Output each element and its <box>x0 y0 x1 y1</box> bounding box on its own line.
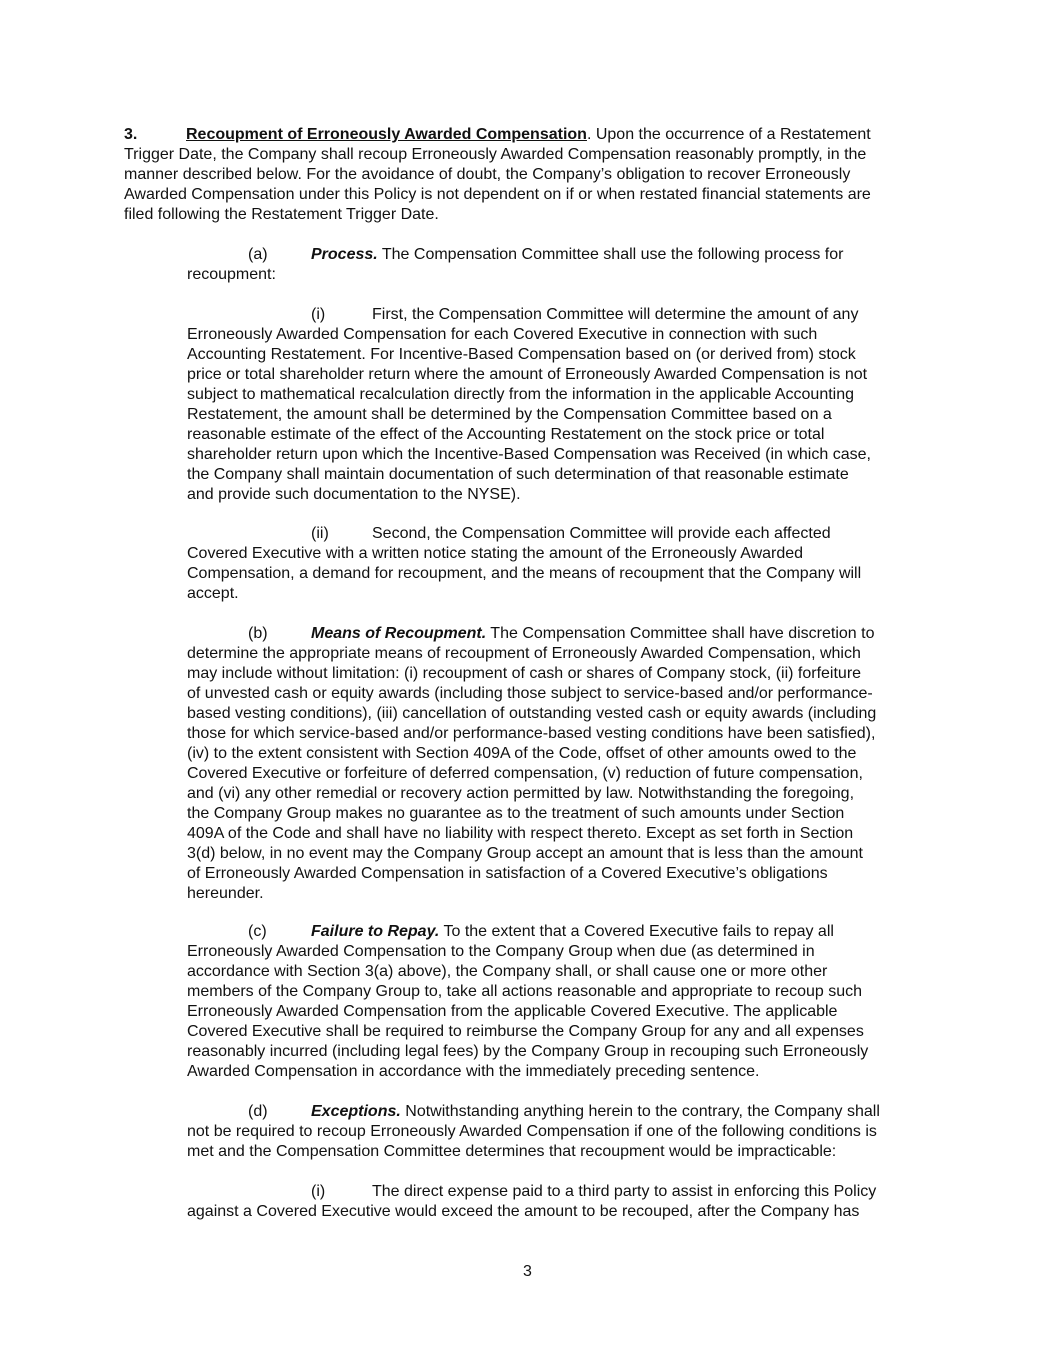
item-label: (ii) <box>311 525 329 542</box>
text-line: Trigger Date, the Company shall recoup Erroneously Awarded Compensation reasonably promptly, in the <box>124 146 867 163</box>
item-label: (i) <box>311 1183 326 1200</box>
subsection-title: Failure to Repay. <box>311 923 440 940</box>
text-line: hereunder. <box>187 885 264 902</box>
text-line: . Upon the occurrence of a Restatement <box>586 126 871 143</box>
subsection-a <box>187 245 843 285</box>
text-line: reasonably incurred (including legal fees) by the Company Group in recouping such Erroneously <box>187 1043 869 1060</box>
item-label: (i) <box>311 306 326 323</box>
text-line: The direct expense paid to a third party to assist in enforcing this Policy <box>372 1183 877 1200</box>
text-line: subject to mathematical recalculation directly from the information in the applicable Accounting <box>187 386 855 403</box>
subsection-d <box>187 1102 880 1162</box>
section-3-line-1 <box>124 125 871 145</box>
text-line: and provide such documentation to the NYSE). <box>187 486 521 503</box>
subsection-label: (a) <box>248 246 268 263</box>
text-line: Notwithstanding anything herein to the contrary, the Company shall <box>400 1103 880 1120</box>
subsection-label: (d) <box>248 1103 268 1120</box>
text-line: accordance with Section 3(a) above), the Company shall, or shall cause one or more other <box>187 963 828 980</box>
text-line: Second, the Compensation Committee will provide each affected <box>372 525 831 542</box>
text-line: filed following the Restatement Trigger Date. <box>124 206 439 223</box>
text-line: 409A of the Code and shall have no liability with respect thereto. Except as set forth in Section <box>187 825 854 842</box>
item-a-ii-line-1 <box>187 524 861 544</box>
text-line: the Company Group makes no guarantee as to the treatment of such amounts under Section <box>187 805 845 822</box>
item-d-i <box>187 1182 876 1222</box>
subsection-title: Exceptions. <box>311 1103 401 1120</box>
text-line: those for which service-based and/or performance-based vesting conditions have been satisfied), <box>187 725 876 742</box>
subsection-title: Process. <box>311 246 378 263</box>
text-line: met and the Compensation Committee determines that recoupment would be impracticable: <box>187 1143 837 1160</box>
page-number: 3 <box>523 1263 532 1280</box>
text-line: of Erroneously Awarded Compensation in satisfaction of a Covered Executive’s obligations <box>187 865 828 882</box>
text-line: Awarded Compensation under this Policy is not dependent on if or when restated financial statements are <box>124 186 871 203</box>
subsection-label: (b) <box>248 625 268 642</box>
text-line: Erroneously Awarded Compensation for each Covered Executive in connection with such <box>187 326 818 343</box>
text-line: price or total shareholder return where the amount of Erroneously Awarded Compensation is not <box>187 366 868 383</box>
text-line: The Compensation Committee shall have discretion to <box>486 625 875 642</box>
text-line: of unvested cash or equity awards (including those subject to service-based and/or performance- <box>187 685 873 702</box>
subsection-b-line-1 <box>187 624 876 644</box>
text-line: against a Covered Executive would exceed the amount to be recouped, after the Company has <box>187 1203 860 1220</box>
item-a-i <box>187 305 871 505</box>
subsection-d-line-1 <box>187 1102 880 1122</box>
text-line: (iv) to the extent consistent with Section 409A of the Code, offset of other amounts owed to the <box>187 745 857 762</box>
subsection-b <box>187 624 876 904</box>
subsection-a-line-1 <box>187 245 843 265</box>
subsection-c-line-1 <box>187 922 868 942</box>
text-line: First, the Compensation Committee will determine the amount of any <box>372 306 859 323</box>
text-line: Covered Executive shall be required to reimburse the Company Group for any and all expenses <box>187 1023 864 1040</box>
text-line: Awarded Compensation in accordance with the immediately preceding sentence. <box>187 1063 760 1080</box>
subsection-c <box>187 922 868 1082</box>
text-line: Restatement, the amount shall be determined by the Compensation Committee based on a <box>187 406 832 423</box>
text-line: Accounting Restatement. For Incentive-Based Compensation based on (or derived from) stock <box>187 346 856 363</box>
text-line: recoupment: <box>187 266 276 283</box>
text-line: Compensation, a demand for recoupment, and the means of recoupment that the Company will <box>187 565 862 582</box>
text-line: determine the appropriate means of recoupment of Erroneously Awarded Compensation, which <box>187 645 861 662</box>
text-line: based vesting conditions), (iii) cancellation of outstanding vested cash or equity awards (including <box>187 705 877 722</box>
text-line: The Compensation Committee shall use the following process for <box>377 246 844 263</box>
section-number: 3. <box>124 126 138 143</box>
text-line: 3(d) below, in no event may the Company Group accept an amount that is less than the amount <box>187 845 863 862</box>
text-line: shareholder return upon which the Incentive-Based Compensation was Received (in which case, <box>187 446 871 463</box>
text-line: Covered Executive with a written notice stating the amount of the Erroneously Awarded <box>187 545 804 562</box>
text-line: the Company shall maintain documentation of such determination of that reasonable estimate <box>187 466 849 483</box>
text-line: accept. <box>187 585 239 602</box>
text-line: members of the Company Group to, take all actions reasonable and appropriate to recoup such <box>187 983 863 1000</box>
section-3-paragraph <box>124 125 871 225</box>
item-a-ii <box>187 524 861 604</box>
text-line: Erroneously Awarded Compensation to the Company Group when due (as determined in <box>187 943 815 960</box>
item-d-i-line-1 <box>187 1182 876 1202</box>
text-line: manner described below. For the avoidance of doubt, the Company’s obligation to recover Erroneously <box>124 166 851 183</box>
subsection-label: (c) <box>248 923 267 940</box>
text-line: reasonable estimate of the effect of the Accounting Restatement on the stock price or total <box>187 426 825 443</box>
item-a-i-line-1 <box>187 305 871 325</box>
section-heading: Recoupment of Erroneously Awarded Compensation <box>186 126 587 143</box>
text-line: and (vi) any other remedial or recovery action permitted by law. Notwithstanding the foregoing, <box>187 785 855 802</box>
text-line: Covered Executive or forfeiture of deferred compensation, (v) reduction of future compensation, <box>187 765 863 782</box>
text-line: Erroneously Awarded Compensation from the applicable Covered Executive. The applicable <box>187 1003 838 1020</box>
text-line: To the extent that a Covered Executive fails to repay all <box>439 923 834 940</box>
subsection-title: Means of Recoupment. <box>311 625 487 642</box>
text-line: not be required to recoup Erroneously Awarded Compensation if one of the following conditions is <box>187 1123 877 1140</box>
text-line: may include without limitation: (i) recoupment of cash or shares of Company stock, (ii) forfeiture <box>187 665 862 682</box>
